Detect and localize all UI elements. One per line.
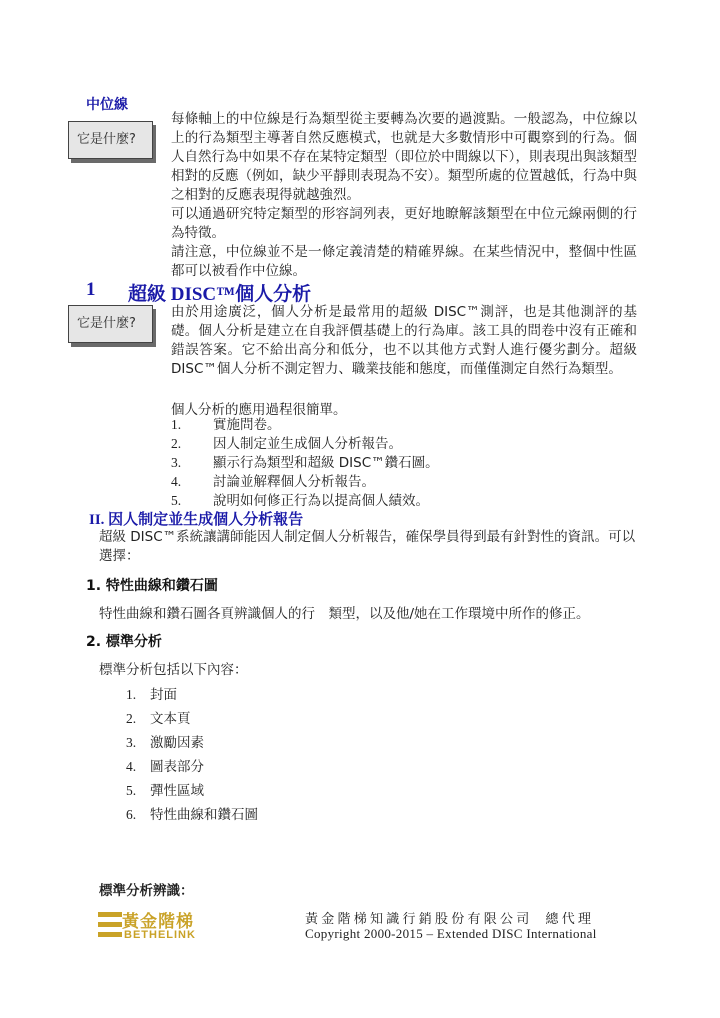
what-is-it-box-2	[68, 305, 153, 343]
item-number: 2.	[126, 711, 137, 726]
item-text: 文本頁	[150, 711, 191, 727]
step-text: 因人制定並生成個人分析報告。	[213, 436, 402, 452]
section-2-title: II. 因人制定並生成個人分析報告	[89, 512, 304, 528]
median-paragraph-3: 請注意，中位線並不是一條定義清楚的精確界線。在某些情況中，整個中性區都可以被看作中位線。	[171, 244, 637, 279]
item-number: 4.	[126, 759, 137, 774]
standard-item	[126, 683, 177, 703]
what-is-it-label: 它是什麼?	[77, 132, 136, 147]
standard-item	[126, 707, 191, 727]
item-number: 3.	[126, 735, 137, 750]
standard-item	[126, 731, 204, 751]
standard-item	[126, 779, 204, 799]
trailing-heading: 標準分析辨識：	[99, 883, 194, 899]
step-number: 4.	[171, 474, 182, 489]
item-text: 彈性區域	[150, 783, 204, 799]
item-text: 激勵因素	[150, 735, 204, 751]
step-text: 討論並解釋個人分析報告。	[213, 474, 375, 490]
standard-item	[126, 803, 258, 823]
section-2-intro: 超級 DISC™系統讓講師能因人制定個人分析報告，確保學員得到最有針對性的資訊。可以選擇：	[99, 529, 636, 564]
company-logo	[98, 907, 218, 947]
item-number: 5.	[126, 783, 137, 798]
step-text: 顯示行為類型和超級 DISC™鑽石圖。	[213, 455, 439, 471]
section-1-paragraph: 由於用途廣泛，個人分析是最常用的超級 DISC™測評，也是其他測評的基礎。個人分析是建立在自我評價基礎上的行為庫。該工具的問卷中沒有正確和錯誤答案。它不給出高分和低分，也不以其他方式對人進行優劣劃分。超級 DISC™個人分析不測定智力、職業技能和態度，而僅僅測定自然行為類型。	[171, 304, 637, 377]
step-number: 3.	[171, 455, 182, 470]
median-heading: 中位線	[86, 97, 128, 113]
logo-chinese: 黃金階梯	[122, 912, 194, 932]
step-number: 2.	[171, 436, 182, 451]
what-is-it-label: 它是什麼?	[77, 316, 136, 331]
item-text: 特性曲線和鑽石圖	[150, 807, 258, 823]
item-text: 圖表部分	[150, 759, 204, 775]
process-intro: 個人分析的應用過程很簡單。	[171, 402, 347, 418]
process-step	[171, 453, 439, 473]
subsection-2-intro: 標準分析包括以下內容：	[99, 662, 248, 678]
item-number: 6.	[126, 807, 137, 822]
standard-item	[126, 755, 204, 775]
item-text: 封面	[150, 687, 177, 703]
subsection-1-text: 特性曲線和鑽石圖各頁辨識個人的行 類型，以及他/她在工作環境中所作的修正。	[99, 606, 590, 622]
subsection-2-heading: 2. 標準分析	[86, 634, 162, 650]
item-number: 1.	[126, 687, 137, 702]
process-step	[171, 472, 375, 492]
process-step	[171, 415, 281, 435]
section-1-number: 1	[86, 279, 96, 300]
footer-company: 黃 金 階 梯 知 識 行 銷 股 份 有 限 公 司 總 代 理	[305, 911, 592, 926]
logo-bars-icon	[98, 909, 124, 943]
section-1-title: 超級 DISC™個人分析	[128, 284, 312, 305]
median-paragraph-1: 每條軸上的中位線是行為類型從主要轉為次要的過渡點。一般認為，中位線以上的行為類型主導著自然反應模式，也就是大多數情形中可觀察到的行為。個人自然行為中如果不存在某特定類型（即位於中間線以下），則表現出與該類型相對的反應（例如，缺少平靜則表現為不安）。類型所處的位置越低，行為中與之相對的反應表現得就越強烈。	[171, 111, 637, 203]
step-number: 5.	[171, 493, 182, 508]
subsection-1-heading: 1. 特性曲線和鑽石圖	[86, 578, 218, 594]
median-paragraph-2: 可以通過研究特定類型的形容詞列表，更好地瞭解該類型在中位元線兩側的行為特徵。	[171, 206, 637, 241]
step-number: 1.	[171, 417, 182, 432]
process-step	[171, 434, 402, 454]
step-text: 實施問卷。	[213, 417, 281, 433]
step-text: 說明如何修正行為以提高個人績效。	[213, 493, 429, 509]
footer-copyright: Copyright 2000-2015 – Extended DISC International	[305, 926, 597, 941]
logo-english: BETHELINK	[124, 929, 196, 941]
what-is-it-box-1	[68, 121, 153, 159]
